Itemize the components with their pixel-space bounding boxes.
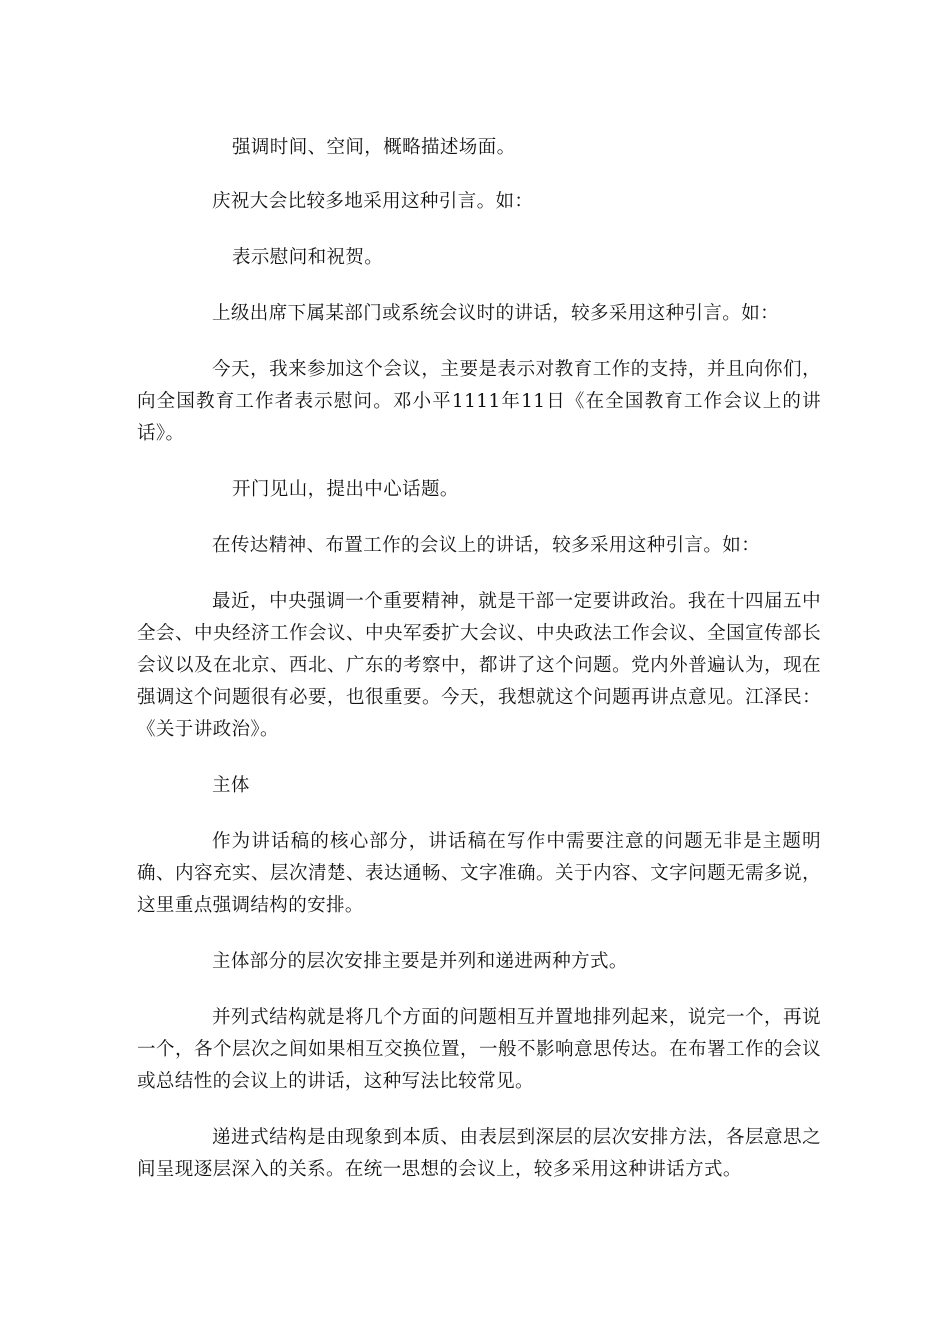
paragraph-5: 今天，我来参加这个会议，主要是表示对教育工作的支持，并且向你们，向全国教育工作者表示慰问。邓小平1111年11日《在全国教育工作会议上的讲话》。	[137, 359, 821, 444]
paragraph-2: 庆祝大会比较多地采用这种引言。如：	[212, 191, 534, 212]
paragraph-6: 开门见山，提出中心话题。	[232, 479, 459, 500]
section-heading-main-body: 主体	[212, 775, 250, 796]
document-page	[137, 132, 821, 1186]
paragraph-11: 主体部分的层次安排主要是并列和递进两种方式。	[212, 951, 628, 972]
paragraph-3: 表示慰问和祝贺。	[232, 247, 384, 268]
paragraph-10: 作为讲话稿的核心部分，讲话稿在写作中需要注意的问题无非是主题明确、内容充实、层次清楚、表达通畅、文字准确。关于内容、文字问题无需多说，这里重点强调结构的安排。	[137, 831, 821, 916]
paragraph-8: 最近，中央强调一个重要精神，就是干部一定要讲政治。我在十四届五中全会、中央经济工作会议、中央军委扩大会议、中央政法工作会议、全国宣传部长会议以及在北京、西北、广东的考察中，都讲了这个问题。党内外普遍认为，现在强调这个问题很有必要，也很重要。今天，我想就这个问题再讲点意见。江泽民：《关于讲政治》。	[137, 591, 821, 740]
paragraph-13: 递进式结构是由现象到本质、由表层到深层的层次安排方法，各层意思之间呈现逐层深入的关系。在统一思想的会议上，较多采用这种讲话方式。	[137, 1127, 821, 1180]
paragraph-4: 上级出席下属某部门或系统会议时的讲话，较多采用这种引言。如：	[212, 303, 780, 324]
paragraph-7: 在传达精神、布置工作的会议上的讲话，较多采用这种引言。如：	[212, 535, 761, 556]
paragraph-1: 强调时间、空间，概略描述场面。	[232, 137, 516, 158]
paragraph-12: 并列式结构就是将几个方面的问题相互并置地排列起来，说完一个，再说一个，各个层次之间如果相互交换位置，一般不影响意思传达。在布署工作的会议或总结性的会议上的讲话，这种写法比较常见。	[137, 1007, 821, 1092]
